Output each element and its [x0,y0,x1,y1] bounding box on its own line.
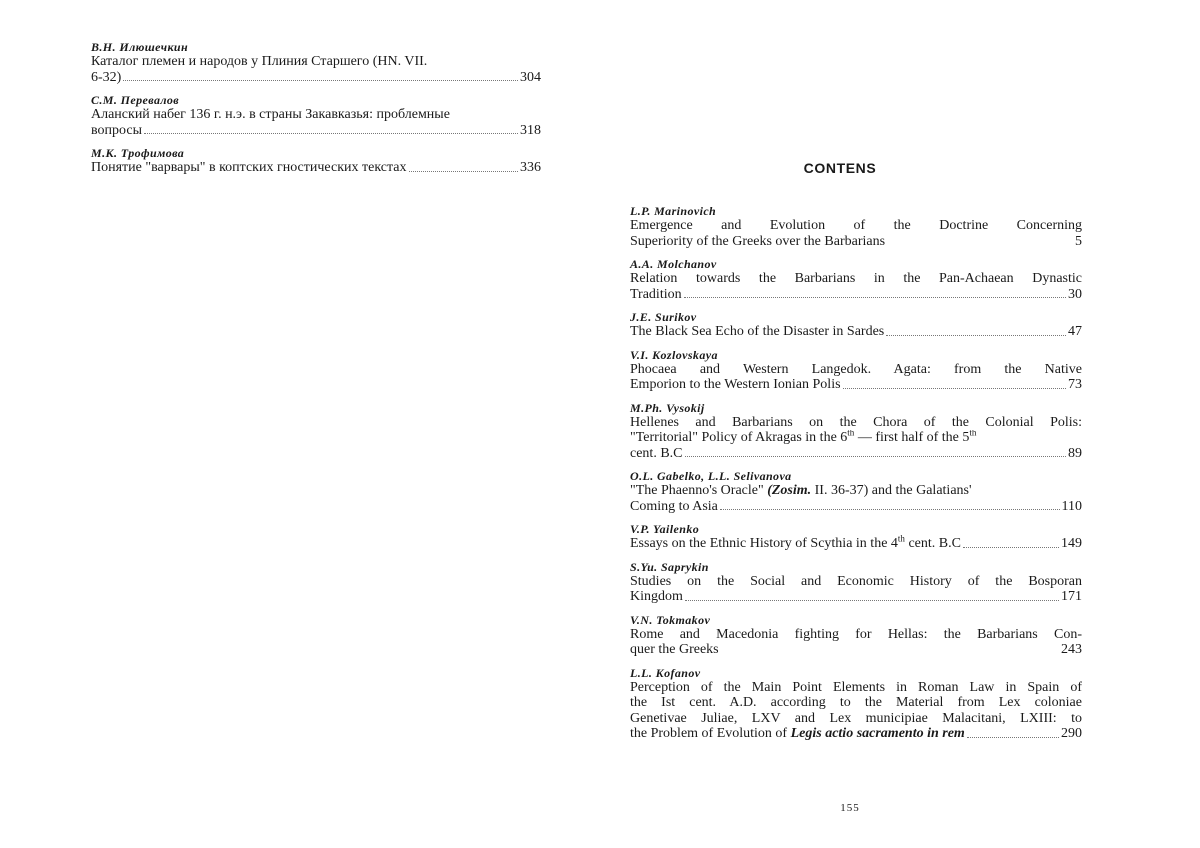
toc-entry [630,348,1082,393]
entry-title-text: cent. B.C [630,445,683,461]
page-ref: 336 [520,160,541,175]
entry-title-text: Superiority of the Greeks over the Barbarians [630,233,886,249]
entry-title-text: quer the Greeks [630,642,719,657]
entry-title-line: Каталог племен и народов у Плиния Старшего (HN. VII. [91,54,428,69]
leader-dots [144,132,518,134]
leader-dots [886,334,1066,336]
title-fragment: cent. B.C [904,536,961,551]
leader-dots [720,508,1060,510]
entry-title-last [630,533,1082,552]
leader-dots [123,79,518,81]
entry-title-last [630,234,1082,250]
author-name: В.Н. Илюшечкин [91,40,189,54]
ordinal-suffix: th [969,430,977,438]
entry-title-text [630,726,965,742]
entry-title-text: The Black Sea Echo of the Disaster in Sardes [630,324,885,339]
title-fragment: Essays on the Ethnic History of Scythia in the 4 [630,536,898,551]
entry-title-last [630,287,1082,303]
toc-entry [630,257,1082,302]
entry-title-line: Emergence and Evolution of the Doctrine Concerning [630,218,1082,233]
entry-title-line: Аланский набег 136 г. н.э. в страны Закавказья: проблемные [91,107,450,122]
page-ref: 89 [1068,445,1082,461]
contents-heading: CONTENS [803,160,877,176]
page-ref: 243 [1061,642,1082,657]
page-ref: 73 [1068,377,1082,392]
page-ref: 110 [1061,498,1082,514]
page-ref: 318 [520,122,541,138]
entry-title-line: Perception of the Main Point Elements in Roman Law in Spain of [630,679,1082,695]
entry-title-last [630,642,1082,658]
title-fragment: the Problem of Evolution of [630,726,788,741]
entry-title-last [91,123,541,139]
toc-entry [91,40,541,85]
entry-title-last [630,324,1082,340]
toc-entry [91,93,541,138]
toc-entry [91,146,541,176]
page-ref: 47 [1068,324,1082,339]
leader-space [887,244,1073,245]
entry-title-text: Emporion to the Western Ionian Polis [630,377,841,392]
entry-title-text: Понятие "варвары" в коптских гностических текстах [91,160,407,175]
author-name: J.E. Surikov [630,310,697,324]
entry-title-line: Relation towards the Barbarians in the Pan-Achaean Dynastic [630,271,1082,286]
entry-title-last [91,160,541,176]
author-name: A.A. Molchanov [630,257,717,271]
page-ref: 304 [520,69,541,85]
author-name: L.P. Marinovich [630,204,717,218]
entry-title-text: Coming to Asia [630,498,718,514]
toc-entry [630,310,1082,340]
ordinal-suffix: th [847,430,855,438]
leader-dots [843,387,1066,389]
leader-dots [963,546,1059,548]
entry-title-line: Studies on the Social and Economic History of the Bosporan [630,573,1082,589]
entry-title-last [630,589,1082,605]
author-name: S.Yu. Saprykin [630,559,709,574]
entry-title-text: Tradition [630,286,682,302]
leader-dots [409,170,519,172]
entry-title-last [630,446,1082,462]
leader-dots [685,599,1059,601]
author-name: M.Ph. Vysokij [630,400,705,415]
entry-title-line [630,483,1082,499]
entry-title-last [630,499,1082,515]
author-name: O.L. Gabelko, L.L. Selivanova [630,469,792,483]
author-name: L.L. Kofanov [630,665,701,680]
entry-title-text: 6-32) [91,69,122,85]
toc-entry [630,613,1082,658]
entry-title-text: вопросы [91,122,142,138]
entry-title-line: the Ist cent. A.D. according to the Material from Lex coloniae [630,695,1082,710]
title-fragment-italic: Legis actio sacramento in rem [790,726,965,741]
author-name: V.I. Kozlovskaya [630,347,718,362]
toc-entry [630,204,1082,249]
toc-entry [630,469,1082,514]
entry-title-last [630,377,1082,393]
toc-entry [630,522,1082,552]
leader-dots [684,296,1066,298]
entry-title-line: Hellenes and Barbarians on the Chora of the Colonial Polis: [630,414,1082,430]
ordinal-suffix: th [897,533,905,544]
entry-title-line: Rome and Macedonia fighting for Hellas: the Barbarians Con- [630,626,1082,642]
page-ref: 290 [1061,726,1082,741]
entry-title-text: Kingdom [630,589,683,604]
page-ref: 171 [1061,589,1082,604]
entry-title-last [630,726,1082,742]
toc-entry [630,666,1082,742]
left-column [91,40,541,184]
page-number: 155 [840,802,860,814]
author-name: С.М. Перевалов [91,93,180,107]
leader-dots [967,736,1059,738]
title-fragment: "Territorial" Policy of Akragas in the 6 [630,430,848,445]
author-name: V.N. Tokmakov [630,612,711,627]
toc-entry [630,401,1082,462]
page-ref: 5 [1075,233,1082,249]
toc-entry [630,560,1082,605]
right-column [630,204,1082,750]
entry-title-line: Phocaea and Western Langedok. Agata: from the Native [630,361,1082,377]
title-fragment: II. 36-37) and the Galatians' [811,483,972,498]
author-name: М.К. Трофимова [91,146,185,160]
title-fragment-italic: (Zosim. [767,483,812,498]
title-fragment: — first half of the 5 [854,430,970,445]
entry-title-last [91,70,541,86]
page-ref: 30 [1068,286,1082,302]
page-ref: 149 [1061,536,1082,551]
entry-title-line: Genetivae Juliae, LXV and Lex municipiae Malacitani, LXIII: to [630,710,1082,726]
entry-title-line [630,430,1082,446]
author-name: V.P. Yailenko [630,522,700,536]
entry-title-text [630,533,961,552]
leader-space [721,653,1059,654]
title-fragment: "The Phaenno's Oracle" [630,483,768,498]
leader-dots [685,455,1067,457]
